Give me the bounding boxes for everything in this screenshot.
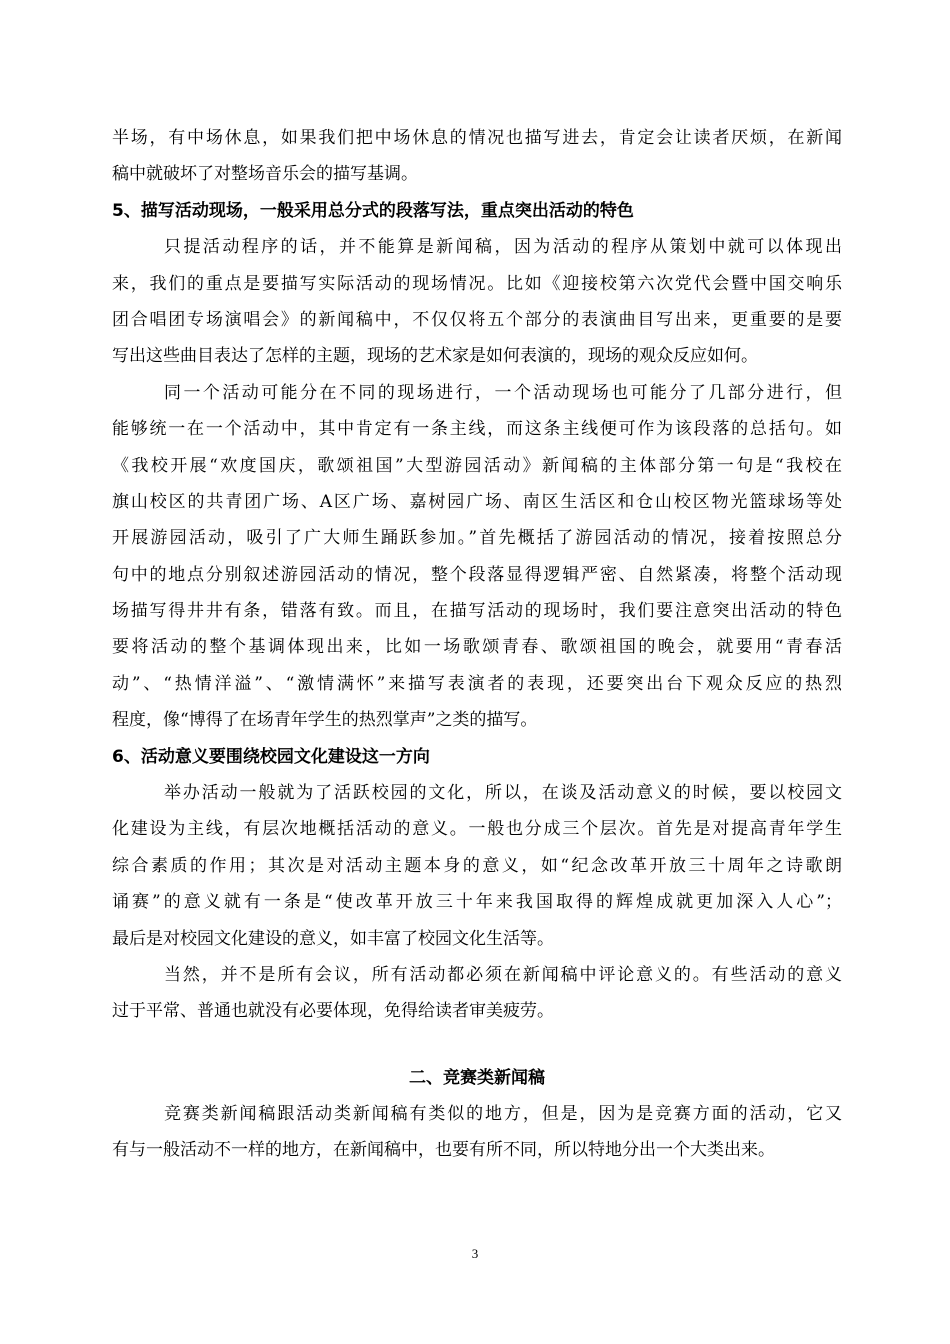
- paragraph-line: 要将活动的整个基调体现出来，比如一场歌颂青春、歌颂祖国的晚会，就要用“青春活: [112, 637, 842, 658]
- paragraph-line: 竞赛类新闻稿跟活动类新闻稿有类似的地方，但是，因为是竞赛方面的活动，它又: [164, 1103, 842, 1124]
- paragraph-line: 团合唱团专场演唱会》的新闻稿中，不仅仅将五个部分的表演曲目写出来，更重要的是要: [112, 309, 842, 330]
- paragraph-line: 举办活动一般就为了活跃校园的文化，所以，在谈及活动意义的时候，要以校园文: [164, 783, 842, 804]
- paragraph-line: 半场，有中场休息，如果我们把中场休息的情况也描写进去，肯定会让读者厌烦，在新闻: [112, 128, 842, 148]
- paragraph-line: 写出这些曲目表达了怎样的主题，现场的艺术家是如何表演的，现场的观众反应如何。: [112, 346, 758, 367]
- paragraph-line: 稿中就破坏了对整场音乐会的描写基调。: [112, 164, 418, 185]
- paragraph-line: 场描写得井井有条，错落有致。而且，在描写活动的现场时，我们要注意突出活动的特色: [112, 601, 842, 622]
- section-heading-5: 5、描写活动现场，一般采用总分式的段落写法，重点突出活动的特色: [112, 200, 634, 221]
- section-heading-6: 6、活动意义要围绕校园文化建设这一方向: [112, 746, 430, 767]
- paragraph-line: 过于平常、普通也就没有必要体现，免得给读者审美疲劳。: [112, 1001, 554, 1022]
- paragraph-line: 诵赛”的意义就有一条是“使改革开放三十年来我国取得的辉煌成就更加深入人心”；: [112, 892, 842, 913]
- paragraph-line: 当然，并不是所有会议，所有活动都必须在新闻稿中评论意义的。有些活动的意义: [164, 964, 842, 985]
- paragraph-line: 能够统一在一个活动中，其中肯定有一条主线，而这条主线便可作为该段落的总括句。如: [112, 419, 842, 440]
- paragraph-line: 动”、“热情洋溢”、“激情满怀”来描写表演者的表现，还要突出台下观众反应的热烈: [112, 673, 842, 694]
- paragraph-line: 程度，像“博得了在场青年学生的热烈掌声”之类的描写。: [112, 710, 538, 731]
- paragraph-line: 综合素质的作用；其次是对活动主题本身的意义，如“纪念改革开放三十周年之诗歌朗: [112, 855, 842, 876]
- paragraph-line: 化建设为主线，有层次地概括活动的意义。一般也分成三个层次。首先是对提高青年学生: [112, 819, 842, 840]
- paragraph-line: 开展游园活动，吸引了广大师生踊跃参加。”首先概括了游园活动的情况，接着按照总分: [112, 528, 842, 549]
- document-body: [112, 120, 842, 1169]
- paragraph-line: 句中的地点分别叙述游园活动的情况，整个段落显得逻辑严密、自然紧凑，将整个活动现: [112, 564, 842, 585]
- paragraph-line: 有与一般活动不一样的地方，在新闻稿中，也要有所不同，所以特地分出一个大类出来。: [112, 1140, 775, 1161]
- paragraph-line: 《我校开展“欢度国庆，歌颂祖国”大型游园活动》新闻稿的主体部分第一句是“我校在: [112, 455, 842, 476]
- paragraph-line: 旗山校区的共青团广场、A区广场、嘉树园广场、南区生活区和仓山校区物光篮球场等处: [112, 491, 842, 512]
- paragraph-line: 同一个活动可能分在不同的现场进行，一个活动现场也可能分了几部分进行，但: [164, 382, 842, 403]
- paragraph-line: 只提活动程序的话，并不能算是新闻稿，因为活动的程序从策划中就可以体现出: [164, 237, 842, 258]
- paragraph-line: 最后是对校园文化建设的意义，如丰富了校园文化生活等。: [112, 928, 554, 949]
- page-number: 3: [471, 1246, 479, 1261]
- paragraph-line: 来，我们的重点是要描写实际活动的现场情况。比如《迎接校第六次党代会暨中国交响乐: [112, 273, 842, 294]
- section-title-competition: 二、竞赛类新闻稿: [409, 1067, 545, 1088]
